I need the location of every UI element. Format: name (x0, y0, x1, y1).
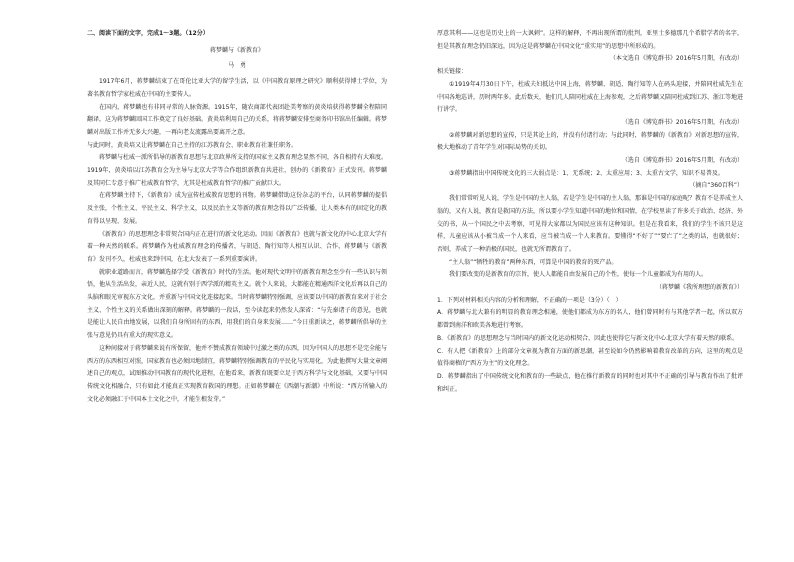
article-author: 马 勇 (227, 62, 246, 70)
question-option: C．有人把《新教育》上的部分文章视为教育方面的新思潮，甚至说如今仍然影响着教育改革的方向，这里的观点是值得商榷的“西方为主”的文化理念。 (437, 347, 743, 368)
left-column (87, 28, 387, 406)
related-link-item: ③蒋梦麟指出中国传统文化的三大弱点是：1、无系统；2、太重应用；3、太重古文学，知识不易普及。 (449, 169, 724, 177)
source-note: （本文选自《博览群书》2016年5月期，有改动） (609, 55, 743, 63)
article-paragraph: 在国内，蒋梦麟也有非同寻常的人脉资源。1915年，随农商部代表团赴美考察的黄炎培获得蒋梦麟全程陪同翻译，这为蒋梦麟回国工作奠定了良好基础。黄炎培利用自己的关系，将蒋梦麟安排至商务印书馆出任编辑。蒋梦麟对出版工作并无多大兴趣，一再向老友流露出要离开之意。 (87, 103, 388, 136)
question-option: B．《新教育》的思想理念与当时国内的新文化运动相契合，因此也使得它与新文化中心北京大学有着天然的联系。 (437, 334, 739, 342)
related-links-label: 相关链接： (437, 68, 468, 76)
question-option: A．蒋梦麟与北大兼有的明显的教育理念相通，使他们都成为东方的名人，他们曾同时有与其他学者一起，所以双方都曾到南洋和欧美各地进行考察。 (437, 309, 743, 330)
article-paragraph: 1917年6月，蒋梦麟结束了在哥伦比亚大学的留学生活，以《中国教育原理之研究》顺利获得博士学位，为著名教育哲学家杜威在中国的主要传人。 (87, 78, 387, 98)
question-stem: 1．下列对材料相关内容的分析和理解，不正确的一项是（3分）（ ） (437, 296, 622, 304)
related-link-item: ②蒋梦麟对新思想的宣传，只是其论上的，并没有付诸行动；与此同时，蒋梦麟的《新教育》对新思想的宣传，极大地推动了青年学生对国际局势的关切。 (437, 131, 743, 152)
quote-paragraph: 我们常常听见人说，学生是中国的主人翁，若是学生是中国的主人翁，那谁是中国的家庭呢？教育不是养成主人翁的，又有人说，教育是救国的方法，所以要小学生知道中国的地位和国情，在学校里读了许多关于政治、经济、外交的书，从一个国民之中去考察，可见得大家都以为国民应该有这种知识。但是在我看来，我们的学生不该只是这样，儿童应该从小被当成一个人来看，应当被当成一个人来教育。要懂得“不好了”“要亡了”之类的话，也就很好；否则，养成了一种消极的国民，也就无所谓教育了。 (437, 195, 744, 253)
source-note: （选自《博览群书》2016年5月期，有改动） (621, 118, 743, 126)
article-title: 蒋梦麟与《新教育》 (209, 46, 264, 54)
quote-paragraph: “主人翁”“牺牲的教育”两种东西，可算是中国的教育的死产品。 (449, 258, 618, 266)
source-note: （选自《博览群书》2016年5月期，有改动） (621, 157, 743, 165)
article-continuation: 厚意其利——这也是历史上的一大讽刺”。这样的解释，不再出现所谓的批判，亚里士多德那几个希腊学者的名字，但是其教育理念仍旧深远，因为这是蒋梦麟在中国文化“重实用”的思想中所形成的。 (437, 30, 743, 50)
article-paragraph: 在蒋梦麟主持下，《新教育》成为宣传杜威教育思想的刊物。蒋梦麟借助这份杂志的平台，认同蒋梦麟的提倡及主张，个性主义、平民主义、科学主义，以及民治主义等新的教育理念得以广泛传播，让人类本有的固定化的教育得以呈现、发展。 (87, 192, 388, 225)
article-paragraph: 《新教育》的思想理念非常契合国内正在进行的新文化运动。因而《新教育》也就与新文化的中心北京大学有着一种天然的联系。蒋梦麟作为杜威教育理念的传播者，与胡适、陶行知等人相互认识、合作，蒋梦麟与《新教育》发刊不久，杜威也来到中国，在北大发表了一系列重要演讲。 (87, 230, 388, 263)
article-paragraph: 这种间接对于蒋梦麟来说有所保留，他并不赞成教育领域中过激之类的东西，因为中国人的思想不是完全能与西方的东西相互对照，国家教育也必须因地制宜，蒋梦麟特别强调教育的平民化与实用化，为此他撰写大量文章阐述自己的观点，试图推动中国教育的现代化进程，在他看来，新教育既要立足于西方科学与文化基础，又要与中国传统文化相融合，只有如此才能真正实现教育救国的理想。正如蒋梦麟在《西潮与新潮》中所说：“西方所输入的文化必须融汇于中国本土文化之中，才能生根发芽。” (87, 344, 388, 403)
source-note: （摘自“360百科”） (689, 182, 743, 190)
related-link-item: ①1919年4月30日下午，杜威夫妇抵达中国上海，蒋梦麟、胡适、陶行知等人在码头迎接，并陪同杜威先生在中国各地巡讲，历时两年多。此后数天，他们几人陪同杜威在上海参观，之后蒋梦麟又陪同杜威到江苏、浙江等地进行讲学。 (437, 80, 744, 114)
source-note: （蒋梦麟《我所理想的新教育》） (655, 284, 743, 292)
article-paragraph: 与此同时，黄炎培又让蒋梦麟在自己主持的江苏教育会、职业教育社兼任职务。 (87, 141, 298, 149)
quote-paragraph: 我们要改变的是新教育的宗旨，使人人都能自由发展自己的个性，使每一个儿童都成为有用的人。 (449, 271, 708, 279)
article-paragraph: 就职业道路而言，蒋梦麟选择学受《新教育》时代的生活。他对现代文明中的新教育理念至少有一些认识与领悟，他从生活出发，亲近人民，这就有别于西学派的精英主义。就个人来说，大都能在精通西洋文化后再以自己的头脑和眼光审视东方文化，并重新与中国文化连接起来。当时蒋梦麟特别强调，应该要以中国的新教育来对于社会主义、个性主义的关系做出深刻的解释。蒋梦麟的一段话，至今读起来仍然发人深省：“与先秦诸子的意见，也就是能让人民自由地发展，以我们自身所固有的东西，用我们的自身来发展……”今日重新读之，蒋梦麟所倡导的主张与意见仍具有重大的现实意义。 (87, 268, 388, 340)
section-heading: 二、阅读下面的文字，完成1～3题。（12分） (87, 30, 209, 37)
article-paragraph: 蒋梦麟与杜威一派所倡导的新教育思想与北京政界所支持的国家主义教育理念显然不同，各自相持有大难度。1919年，黄炎培以江苏教育会为主导与北京大学等合作组织新教育共进社，创办的《新教育》正式发刊。蒋梦麟及其同仁专意于推广杜威教育哲学，尤其是杜威教育哲学的推广贡献巨大。 (87, 154, 388, 187)
question-option: D．蒋梦麟指出了中国传统文化和教育的一些缺点，他在推行新教育的同时也对其中不正确的引导与教育作出了批评和纠正。 (437, 372, 743, 393)
right-column (437, 28, 743, 396)
